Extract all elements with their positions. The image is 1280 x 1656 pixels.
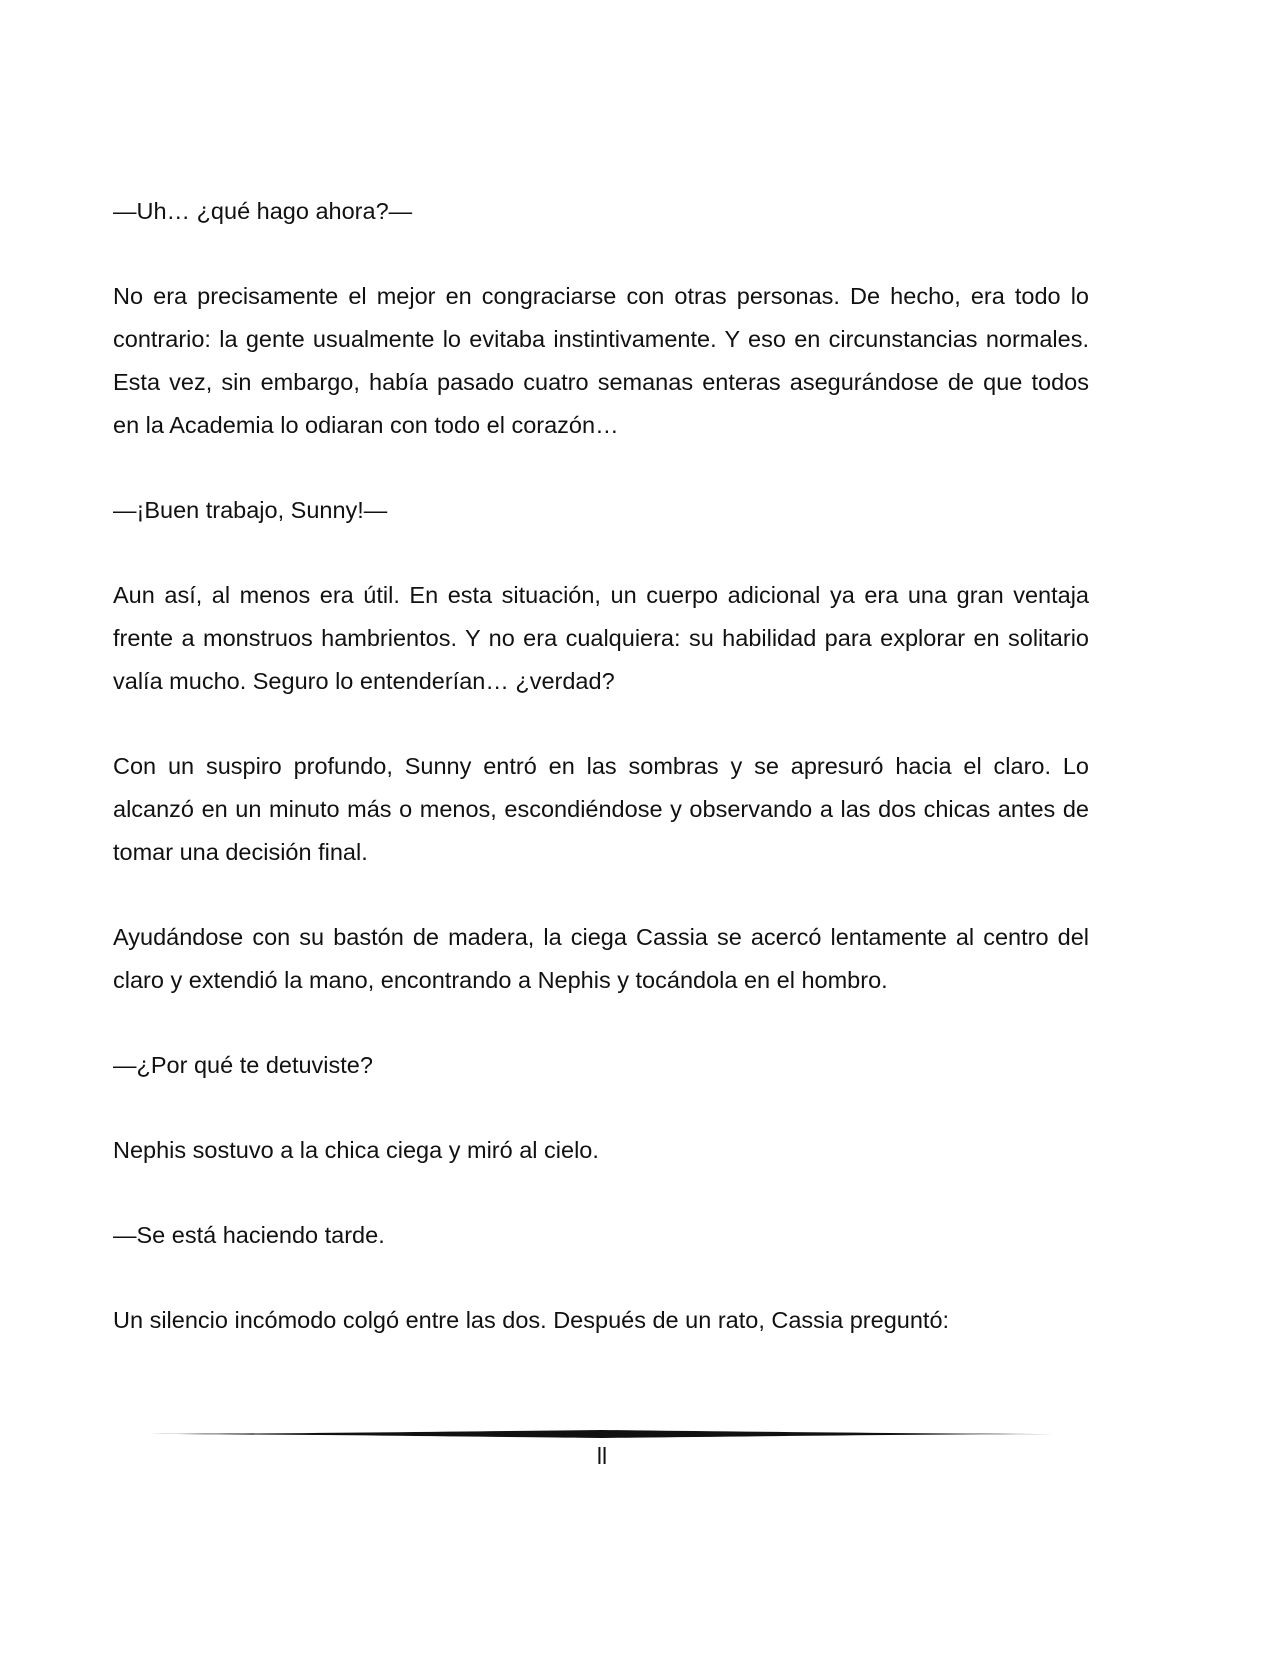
page-number: ll [596, 1443, 608, 1469]
paragraph-dialogue-4: —Se está haciendo tarde. [113, 1222, 385, 1248]
page-footer [150, 1428, 1054, 1488]
paragraph-narration-1: No era precisamente el mejor en congraciarse con otras personas. De hecho, era todo lo contrario: la gente usualmente lo evitaba instintivamente. Y eso en circunstancias normales. Esta vez, sin embargo, había pasado cuatro semanas enteras asegurándose de que todos en la Academia lo odiaran con todo el corazón… [113, 283, 1089, 438]
paragraph-narration-6: Un silencio incómodo colgó entre las dos. Después de un rato, Cassia preguntó: [113, 1307, 950, 1333]
footer-divider [150, 1428, 1054, 1440]
page-body [113, 190, 1089, 1384]
paragraph-narration-3: Con un suspiro profundo, Sunny entró en las sombras y se apresuró hacia el claro. Lo alcanzó en un minuto más o menos, escondiéndose y observando a las dos chicas antes de tomar una decisión final. [113, 753, 1089, 865]
paragraph-dialogue-2: —¡Buen trabajo, Sunny!— [113, 497, 388, 523]
footer-divider-shape [150, 1430, 1054, 1438]
paragraph-narration-4: Ayudándose con su bastón de madera, la ciega Cassia se acercó lentamente al centro del claro y extendió la mano, encontrando a Nephis y tocándola en el hombro. [113, 924, 1089, 993]
paragraph-narration-5: Nephis sostuvo a la chica ciega y miró al cielo. [113, 1137, 599, 1163]
paragraph-dialogue-1: —Uh… ¿qué hago ahora?— [113, 198, 413, 224]
paragraph-narration-2: Aun así, al menos era útil. En esta situación, un cuerpo adicional ya era una gran ventaja frente a monstruos hambrientos. Y no era cualquiera: su habilidad para explorar en solitario valía mucho. Seguro lo entenderían… ¿verdad? [113, 582, 1089, 694]
paragraph-dialogue-3: —¿Por qué te detuviste? [113, 1052, 373, 1078]
